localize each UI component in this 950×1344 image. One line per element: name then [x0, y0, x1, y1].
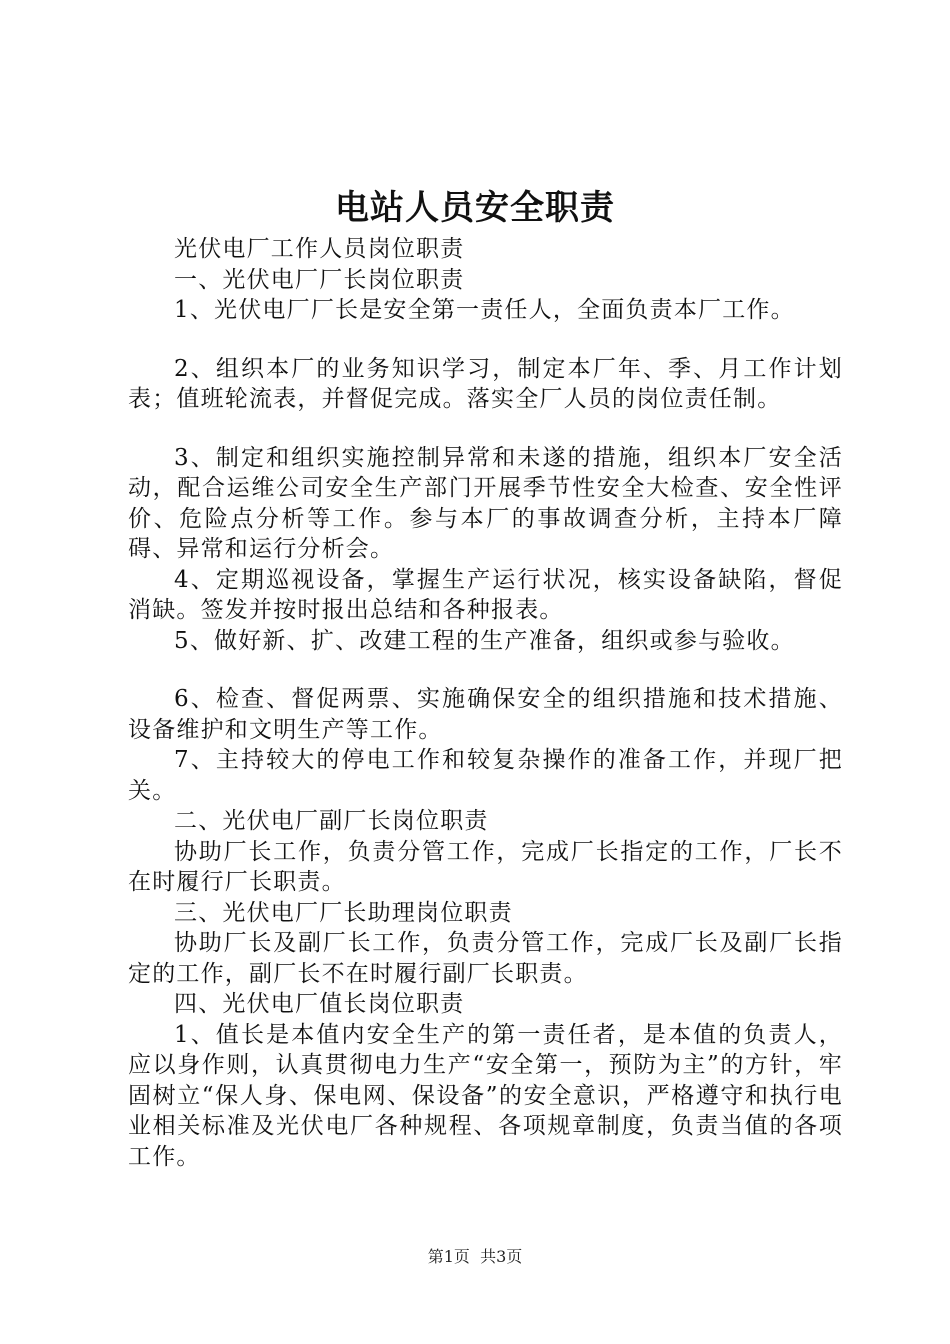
page-footer	[0, 1246, 950, 1268]
paragraph: 6、检查、督促两票、实施确保安全的组织措施和技术措施、设备维护和文明生产等工作。	[128, 686, 843, 743]
paragraph: 3、制定和组织实施控制异常和未遂的措施，组织本厂安全活动，配合运维公司安全生产部门开展季节性安全大检查、安全性评价、危险点分析等工作。参与本厂的事故调查分析，主持本厂障碍、异常和运行分析会。	[128, 444, 843, 562]
paragraph: 5、做好新、扩、改建工程的生产准备，组织或参与验收。	[174, 627, 795, 654]
paragraph: 协助厂长及副厂长工作，负责分管工作，完成厂长及副厂长指定的工作，副厂长不在时履行副厂长职责。	[128, 930, 843, 987]
section-heading-3: 三、光伏电厂厂长助理岗位职责	[174, 899, 513, 926]
page-number: 第1页	[427, 1247, 470, 1266]
paragraph: 4、定期巡视设备，掌握生产运行状况，核实设备缺陷，督促消缺。签发并按时报出总结和各种报表。	[128, 566, 843, 623]
paragraph: 1、光伏电厂厂长是安全第一责任人，全面负责本厂工作。	[174, 297, 795, 323]
document-body	[128, 234, 843, 1172]
section-heading-1: 一、光伏电厂厂长岗位职责	[174, 266, 465, 293]
page-total: 共3页	[480, 1247, 523, 1266]
document-title: 电站人员安全职责	[335, 188, 615, 228]
section-heading-2: 二、光伏电厂副厂长岗位职责	[174, 808, 489, 834]
paragraph: 2、组织本厂的业务知识学习，制定本厂年、季、月工作计划表；值班轮流表，并督促完成。落实全厂人员的岗位责任制。	[128, 355, 843, 412]
paragraph: 7、主持较大的停电工作和较复杂操作的准备工作，并现厂把关。	[128, 747, 843, 804]
paragraph-intro: 光伏电厂工作人员岗位职责	[174, 236, 465, 262]
paragraph: 1、值长是本值内安全生产的第一责任者，是本值的负责人，应以身作则，认真贯彻电力生产“安全第一，预防为主”的方针，牢固树立“保人身、保电网、保设备”的安全意识，严格遵守和执行电业相关标准及光伏电厂各种规程、各项规章制度，负责当值的各项工作。	[128, 1021, 843, 1170]
paragraph: 协助厂长工作，负责分管工作，完成厂长指定的工作，厂长不在时履行厂长职责。	[128, 838, 843, 895]
section-heading-4: 四、光伏电厂值长岗位职责	[174, 991, 465, 1017]
